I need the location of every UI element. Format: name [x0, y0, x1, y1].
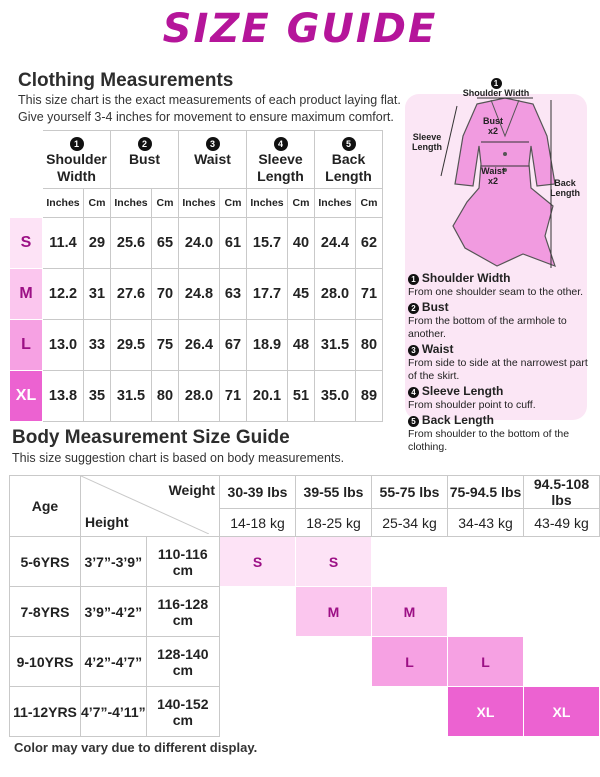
measurement-value: 24.4 — [315, 218, 356, 269]
number-badge: 4 — [408, 387, 419, 398]
body-row — [10, 587, 600, 637]
age-cell: 5-6YRS — [10, 537, 81, 587]
weight-kg: 18-25 kg — [296, 509, 372, 537]
size-suggestion: M — [372, 587, 448, 637]
button-dot — [503, 152, 507, 156]
col-label: Width — [57, 168, 96, 184]
size-suggestion: S — [220, 537, 296, 587]
body-row — [10, 687, 600, 737]
measurement-value: 89 — [356, 371, 383, 422]
size-suggestion: L — [448, 637, 524, 687]
diagram-label-shoulder: Shoulder Width — [462, 88, 530, 98]
height-cm-cell: 140-152 cm — [146, 687, 219, 737]
size-suggestion: XL — [448, 687, 524, 737]
height-cm-cell: 128-140 cm — [146, 637, 219, 687]
empty-cell — [220, 587, 296, 637]
col-head-shoulder — [43, 131, 111, 189]
size-label: S — [10, 218, 43, 269]
empty-cell — [296, 687, 372, 737]
measurement-value: 80 — [356, 320, 383, 371]
weight-lbs: 55-75 lbs — [372, 476, 448, 509]
measurement-value: 31 — [84, 269, 111, 320]
measurement-value: 51 — [288, 371, 315, 422]
legend-desc: From shoulder to the bottom of the clothing. — [408, 428, 570, 453]
weight-lbs: 30-39 lbs — [220, 476, 296, 509]
unit-inches: Inches — [111, 189, 152, 218]
number-badge: 2 — [138, 137, 152, 151]
number-badge: 3 — [408, 345, 419, 356]
legend-title: Waist — [421, 342, 454, 356]
weight-kg: 14-18 kg — [220, 509, 296, 537]
height-ft-cell: 3’9”-4’2” — [81, 587, 147, 637]
measurement-value: 15.7 — [247, 218, 288, 269]
legend-desc: From shoulder point to cuff. — [408, 399, 536, 411]
age-cell: 9-10YRS — [10, 637, 81, 687]
age-header: Age — [10, 476, 81, 537]
size-suggestion: S — [296, 537, 372, 587]
measurement-value: 48 — [288, 320, 315, 371]
empty-cell — [372, 687, 448, 737]
col-label: Waist — [194, 151, 231, 167]
measurement-value: 33 — [84, 320, 111, 371]
body-heading: Body Measurement Size Guide — [12, 427, 290, 448]
measurement-legend — [408, 272, 593, 456]
unit-cm: Cm — [220, 189, 247, 218]
col-label: Bust — [128, 151, 161, 167]
measurement-value: 45 — [288, 269, 315, 320]
clothing-size-table — [9, 130, 383, 422]
empty-cell — [524, 537, 600, 587]
empty-cell — [524, 637, 600, 687]
col-label: Shoulder — [46, 151, 107, 167]
col-head-waist — [179, 131, 247, 189]
size-label: XL — [10, 371, 43, 422]
unit-inches: Inches — [315, 189, 356, 218]
size-suggestion: XL — [524, 687, 600, 737]
measurement-value: 29 — [84, 218, 111, 269]
measurement-value: 13.0 — [43, 320, 84, 371]
clothing-desc-2: Give yourself 3-4 inches for movement to ensure maximum comfort. — [18, 110, 394, 124]
col-head-bust — [111, 131, 179, 189]
empty-cell — [524, 587, 600, 637]
empty-cell — [220, 687, 296, 737]
measurement-value: 35.0 — [315, 371, 356, 422]
measurement-value: 35 — [84, 371, 111, 422]
body-size-table — [9, 475, 600, 737]
measurement-value: 24.8 — [179, 269, 220, 320]
legend-desc: From the bottom of the armhole to another. — [408, 315, 567, 340]
measurement-value: 17.7 — [247, 269, 288, 320]
clothing-row — [10, 218, 383, 269]
measurement-value: 28.0 — [179, 371, 220, 422]
age-cell: 11-12YRS — [10, 687, 81, 737]
measurement-value: 40 — [288, 218, 315, 269]
legend-title: Sleeve Length — [421, 384, 504, 398]
measurement-value: 12.2 — [43, 269, 84, 320]
col-label: Back — [331, 151, 366, 167]
measurement-value: 62 — [356, 218, 383, 269]
size-suggestion: L — [372, 637, 448, 687]
height-ft-cell: 4’7”-4’11” — [81, 687, 147, 737]
clothing-row — [10, 320, 383, 371]
height-cm-cell: 110-116 cm — [146, 537, 219, 587]
measurement-value: 63 — [220, 269, 247, 320]
col-head-sleeve — [247, 131, 315, 189]
unit-inches: Inches — [247, 189, 288, 218]
weight-label: Weight — [168, 482, 215, 498]
measurement-value: 31.5 — [315, 320, 356, 371]
size-label: M — [10, 269, 43, 320]
clothing-row — [10, 269, 383, 320]
legend-title: Bust — [421, 300, 449, 314]
measurement-value: 71 — [356, 269, 383, 320]
size-suggestion: M — [296, 587, 372, 637]
measurement-value: 31.5 — [111, 371, 152, 422]
legend-item — [408, 385, 593, 412]
unit-cm: Cm — [84, 189, 111, 218]
legend-item — [408, 272, 593, 299]
size-label: L — [10, 320, 43, 371]
unit-inches: Inches — [43, 189, 84, 218]
corner-cell — [10, 131, 43, 189]
body-row — [10, 537, 600, 587]
weight-lbs: 94.5-108 lbs — [524, 476, 600, 509]
empty-cell — [448, 537, 524, 587]
legend-desc: From side to side at the narrowest part of the skirt. — [408, 357, 588, 382]
footer-note: Color may vary due to different display. — [14, 740, 258, 755]
weight-lbs: 39-55 lbs — [296, 476, 372, 509]
clothing-heading: Clothing Measurements — [18, 70, 234, 91]
empty-cell — [372, 537, 448, 587]
legend-desc: From one shoulder seam to the other. — [408, 286, 584, 298]
measurement-value: 67 — [220, 320, 247, 371]
diagram-label-sleeve: Sleeve Length — [412, 132, 442, 152]
clothing-desc-1: This size chart is the exact measurements of each product laying flat. — [18, 93, 401, 107]
body-desc: This size suggestion chart is based on body measurements. — [12, 451, 345, 465]
diagram-label-bust: Bust x2 — [483, 116, 503, 136]
age-cell: 7-8YRS — [10, 587, 81, 637]
number-badge: 2 — [408, 303, 419, 314]
measurement-value: 27.6 — [111, 269, 152, 320]
empty-cell — [296, 637, 372, 687]
measurement-value: 65 — [152, 218, 179, 269]
diagram-label-back: Back Length — [550, 178, 580, 198]
clothing-row — [10, 371, 383, 422]
col-label: Length — [257, 168, 304, 184]
number-badge: 1 — [70, 137, 84, 151]
unit-inches: Inches — [179, 189, 220, 218]
height-label: Height — [85, 514, 129, 530]
col-label: Length — [325, 168, 372, 184]
weight-lbs: 75-94.5 lbs — [448, 476, 524, 509]
legend-title: Back Length — [421, 413, 494, 427]
measurement-value: 13.8 — [43, 371, 84, 422]
diagram-label-waist: Waist x2 — [481, 166, 505, 186]
height-cm-cell: 116-128 cm — [146, 587, 219, 637]
measurement-value: 71 — [220, 371, 247, 422]
empty-cell — [448, 587, 524, 637]
legend-title: Shoulder Width — [421, 271, 511, 285]
measurement-value: 25.6 — [111, 218, 152, 269]
empty-cell — [220, 637, 296, 687]
height-ft-cell: 4’2”-4’7” — [81, 637, 147, 687]
measurement-value: 18.9 — [247, 320, 288, 371]
height-ft-cell: 3’7”-3’9” — [81, 537, 147, 587]
measurement-value: 80 — [152, 371, 179, 422]
unit-cm: Cm — [152, 189, 179, 218]
weight-kg: 25-34 kg — [372, 509, 448, 537]
legend-item — [408, 301, 593, 341]
measurement-value: 20.1 — [247, 371, 288, 422]
number-badge: 5 — [408, 416, 419, 427]
weight-kg: 43-49 kg — [524, 509, 600, 537]
page-title: SIZE GUIDE — [162, 6, 438, 52]
measurement-value: 28.0 — [315, 269, 356, 320]
number-badge: 4 — [274, 137, 288, 151]
number-badge: 3 — [206, 137, 220, 151]
col-head-back — [315, 131, 383, 189]
measurement-value: 61 — [220, 218, 247, 269]
diagram-num-1: 1 — [456, 78, 536, 89]
number-badge: 5 — [342, 137, 356, 151]
weight-kg: 34-43 kg — [448, 509, 524, 537]
legend-item — [408, 414, 593, 454]
number-badge: 1 — [408, 274, 419, 285]
legend-item — [408, 343, 593, 383]
col-label: Sleeve — [258, 151, 303, 167]
measurement-value: 70 — [152, 269, 179, 320]
measurement-value: 75 — [152, 320, 179, 371]
measurement-value: 29.5 — [111, 320, 152, 371]
unit-cm: Cm — [356, 189, 383, 218]
measurement-value: 11.4 — [43, 218, 84, 269]
measurement-value: 26.4 — [179, 320, 220, 371]
body-row — [10, 637, 600, 687]
weight-height-header — [81, 476, 220, 537]
measurement-value: 24.0 — [179, 218, 220, 269]
unit-cm: Cm — [288, 189, 315, 218]
